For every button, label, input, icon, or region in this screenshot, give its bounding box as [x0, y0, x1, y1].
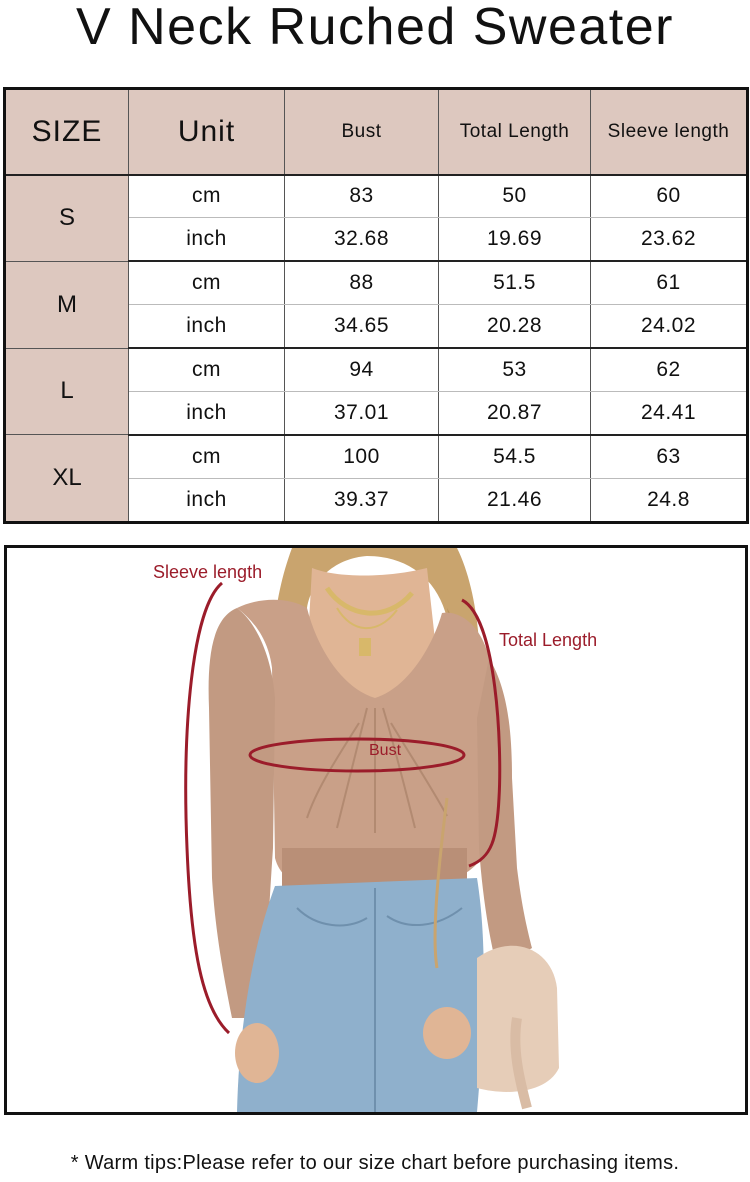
- total-length-value: 19.69: [439, 218, 591, 261]
- header-sleeve-length: Sleeve length: [591, 89, 748, 175]
- sleeve-length-value: 24.8: [591, 478, 748, 522]
- page-title: V Neck Ruched Sweater: [76, 0, 674, 56]
- table-row: [5, 175, 748, 218]
- unit-cell: inch: [129, 218, 285, 261]
- bust-value: 34.65: [285, 305, 439, 348]
- bust-value: 32.68: [285, 218, 439, 261]
- size-label: XL: [5, 435, 129, 523]
- total-length-value: 53: [439, 348, 591, 391]
- model-illustration: [7, 548, 745, 1112]
- jeans: [237, 878, 484, 1112]
- total-length-value: 20.28: [439, 305, 591, 348]
- total-length-label: Total Length: [499, 630, 598, 650]
- pendant-icon: [359, 638, 371, 656]
- size-label: M: [5, 261, 129, 348]
- total-length-value: 50: [439, 175, 591, 218]
- warm-tips: * Warm tips:Please refer to our size chart before purchasing items.: [70, 1152, 680, 1174]
- header-unit: Unit: [129, 89, 285, 175]
- bust-value: 100: [285, 435, 439, 478]
- total-length-value: 20.87: [439, 391, 591, 434]
- header-bust: Bust: [285, 89, 439, 175]
- bust-label: Bust: [369, 742, 402, 759]
- size-label: L: [5, 348, 129, 435]
- total-length-value: 54.5: [439, 435, 591, 478]
- sleeve-length-value: 24.41: [591, 391, 748, 434]
- sleeve-length-label: Sleeve length: [153, 562, 263, 582]
- table-row: [5, 435, 748, 478]
- model-photo-frame: [4, 545, 748, 1115]
- header-total-length: Total Length: [439, 89, 591, 175]
- sleeve-length-value: 62: [591, 348, 748, 391]
- right-hand: [423, 1007, 471, 1059]
- bust-value: 94: [285, 348, 439, 391]
- total-length-value: 21.46: [439, 478, 591, 522]
- unit-cell: cm: [129, 261, 285, 304]
- unit-cell: cm: [129, 348, 285, 391]
- sleeve-length-value: 24.02: [591, 305, 748, 348]
- sleeve-length-value: 60: [591, 175, 748, 218]
- unit-cell: inch: [129, 391, 285, 434]
- right-sleeve: [477, 658, 532, 968]
- unit-cell: inch: [129, 305, 285, 348]
- left-hand: [235, 1023, 279, 1083]
- table-row: [5, 261, 748, 304]
- table-header-row: [5, 89, 748, 175]
- bust-value: 37.01: [285, 391, 439, 434]
- bust-value: 83: [285, 175, 439, 218]
- unit-cell: cm: [129, 175, 285, 218]
- size-chart-table: [3, 87, 749, 524]
- size-label: S: [5, 175, 129, 262]
- sleeve-length-value: 63: [591, 435, 748, 478]
- table-row: [5, 348, 748, 391]
- bust-value: 88: [285, 261, 439, 304]
- sleeve-length-value: 61: [591, 261, 748, 304]
- unit-cell: inch: [129, 478, 285, 522]
- total-length-value: 51.5: [439, 261, 591, 304]
- unit-cell: cm: [129, 435, 285, 478]
- header-size: SIZE: [5, 89, 129, 175]
- sleeve-length-value: 23.62: [591, 218, 748, 261]
- bust-value: 39.37: [285, 478, 439, 522]
